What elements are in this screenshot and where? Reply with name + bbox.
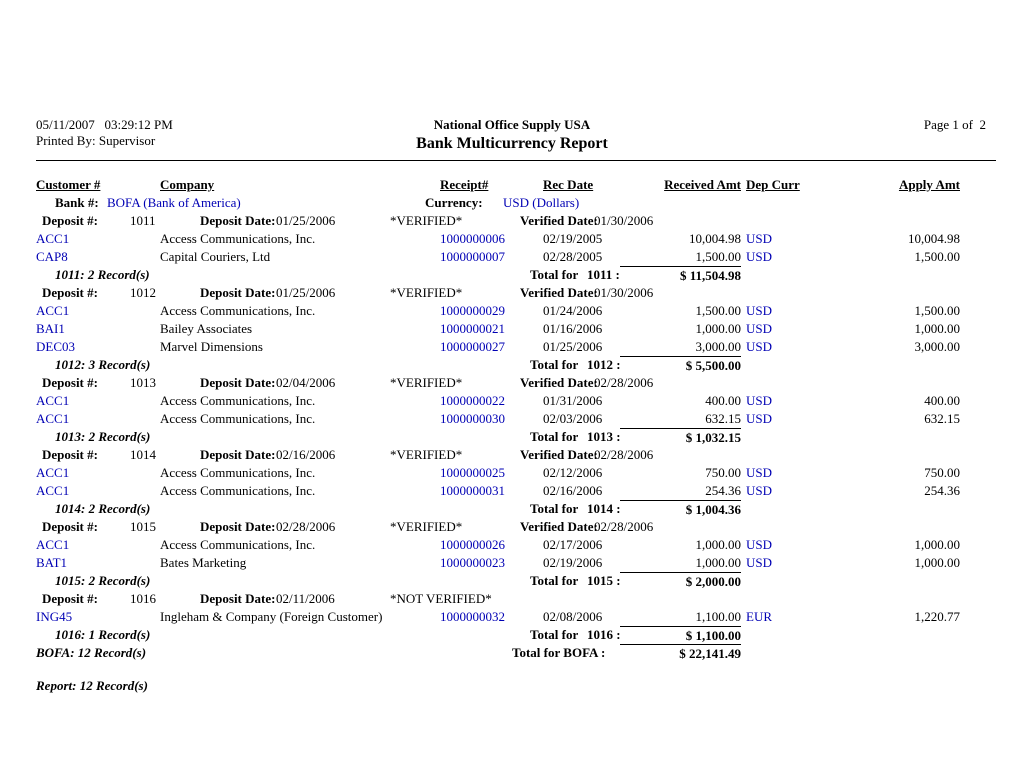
received-amount: 1,000.00 [695, 321, 741, 336]
total-for-label: Total for [530, 429, 579, 444]
customer-code-link[interactable]: ACC1 [36, 231, 70, 246]
deposit-date-label: Deposit Date: [200, 447, 276, 462]
deposit-number-label: Deposit #: [42, 285, 98, 300]
receipt-date: 02/28/2005 [543, 249, 603, 264]
receipt-number-link[interactable]: 1000000022 [440, 393, 505, 408]
deposit-currency-link[interactable]: EUR [746, 609, 772, 624]
verified-date-value: 02/28/2006 [594, 375, 654, 390]
deposit-date-value: 02/04/2006 [276, 375, 336, 390]
verified-date-label: Verified Date: [520, 285, 598, 300]
apply-amount: 1,500.00 [914, 303, 960, 318]
receipt-date: 01/31/2006 [543, 393, 603, 408]
received-amount: 254.36 [705, 483, 741, 498]
receipt-date: 02/19/2005 [543, 231, 603, 246]
receipt-date: 02/19/2006 [543, 555, 603, 570]
total-deposit-number: 1012 : [587, 357, 621, 372]
receipt-row [0, 482, 1024, 500]
receipt-row [0, 302, 1024, 320]
customer-code-link[interactable]: ACC1 [36, 537, 70, 552]
verified-date-value: 02/28/2006 [594, 447, 654, 462]
company-name: Access Communications, Inc. [160, 537, 316, 552]
verified-date-label: Verified Date: [520, 213, 598, 228]
deposit-total-row [0, 572, 1024, 590]
customer-code-link[interactable]: DEC03 [36, 339, 75, 354]
deposit-date-label: Deposit Date: [200, 591, 276, 606]
bank-total-row [0, 644, 1024, 662]
receipt-date: 01/24/2006 [543, 303, 603, 318]
receipt-row [0, 464, 1024, 482]
total-deposit-number: 1011 : [587, 267, 620, 282]
deposit-number: 1013 [130, 375, 156, 390]
verified-date-value: 02/28/2006 [594, 519, 654, 534]
apply-amount: 254.36 [924, 483, 960, 498]
deposit-total-amount: $ 1,032.15 [620, 428, 741, 447]
deposit-currency-link[interactable]: USD [746, 321, 773, 336]
deposit-date-label: Deposit Date: [200, 285, 276, 300]
verified-date-value: 01/30/2006 [594, 285, 654, 300]
total-deposit-number: 1016 : [587, 627, 621, 642]
company-name: Access Communications, Inc. [160, 411, 316, 426]
deposit-header-row [0, 518, 1024, 536]
page-indicator: Page 1 of 2 [923, 117, 986, 132]
verified-status: *VERIFIED* [390, 447, 463, 462]
deposit-total-row [0, 428, 1024, 446]
deposit-date-value: 02/28/2006 [276, 519, 336, 534]
total-deposit-number: 1015 : [587, 573, 621, 588]
customer-code-link[interactable]: ACC1 [36, 393, 70, 408]
deposit-date-value: 02/16/2006 [276, 447, 336, 462]
customer-code-link[interactable]: ACC1 [36, 303, 70, 318]
deposit-number-label: Deposit #: [42, 375, 98, 390]
company-name: Marvel Dimensions [160, 339, 263, 354]
receipt-number-link[interactable]: 1000000026 [440, 537, 505, 552]
verified-status: *VERIFIED* [390, 213, 463, 228]
customer-code-link[interactable]: CAP8 [36, 249, 68, 264]
company-name: Access Communications, Inc. [160, 303, 316, 318]
verified-status: *VERIFIED* [390, 285, 463, 300]
deposit-record-count: 1016: 1 Record(s) [55, 627, 151, 642]
total-for-label: Total for [530, 501, 579, 516]
receipt-date: 02/12/2006 [543, 465, 603, 480]
deposit-currency-link[interactable]: USD [746, 465, 773, 480]
receipt-number-link[interactable]: 1000000029 [440, 303, 505, 318]
company-name: Access Communications, Inc. [160, 231, 316, 246]
report-record-count: Report: 12 Record(s) [36, 678, 148, 693]
column-header-row [0, 176, 1024, 194]
deposit-number: 1012 [130, 285, 156, 300]
receipt-date: 02/03/2006 [543, 411, 603, 426]
receipt-number-link[interactable]: 1000000030 [440, 411, 505, 426]
received-amount: 750.00 [705, 465, 741, 480]
deposit-number: 1015 [130, 519, 156, 534]
apply-amount: 750.00 [924, 465, 960, 480]
deposit-currency-link[interactable]: USD [746, 555, 773, 570]
col-receipt: Receipt# [440, 177, 489, 192]
currency-label: Currency: [425, 195, 483, 210]
deposit-number: 1011 [130, 213, 156, 228]
apply-amount: 1,220.77 [914, 609, 960, 624]
deposit-header-row [0, 212, 1024, 230]
receipt-number-link[interactable]: 1000000007 [440, 249, 505, 264]
receipt-number-link[interactable]: 1000000021 [440, 321, 505, 336]
deposit-date-value: 01/25/2006 [276, 213, 336, 228]
receipt-number-link[interactable]: 1000000032 [440, 609, 505, 624]
deposit-currency-link[interactable]: USD [746, 249, 773, 264]
print-datetime: 05/11/2007 03:29:12 PM [36, 117, 173, 132]
received-amount: 3,000.00 [695, 339, 741, 354]
deposit-date-label: Deposit Date: [200, 375, 276, 390]
deposit-record-count: 1014: 2 Record(s) [55, 501, 151, 516]
received-amount: 1,000.00 [695, 555, 741, 570]
bank-label: Bank #: [55, 195, 99, 210]
bank-total-label: Total for BOFA : [512, 645, 606, 660]
deposit-total-row [0, 356, 1024, 374]
receipt-row [0, 410, 1024, 428]
currency-value-link[interactable]: USD (Dollars) [503, 195, 580, 210]
deposit-currency-link[interactable]: USD [746, 411, 773, 426]
deposit-currency-link[interactable]: USD [746, 303, 773, 318]
deposit-number-label: Deposit #: [42, 519, 98, 534]
received-amount: 1,500.00 [695, 303, 741, 318]
apply-amount: 1,000.00 [914, 555, 960, 570]
receipt-date: 01/16/2006 [543, 321, 603, 336]
deposit-record-count: 1013: 2 Record(s) [55, 429, 151, 444]
total-for-label: Total for [530, 573, 579, 588]
deposit-number-label: Deposit #: [42, 591, 98, 606]
receipt-number-link[interactable]: 1000000031 [440, 483, 505, 498]
customer-code-link[interactable]: ACC1 [36, 465, 70, 480]
report-title: Bank Multicurrency Report [416, 135, 608, 152]
receipt-number-link[interactable]: 1000000006 [440, 231, 505, 246]
verified-status: *VERIFIED* [390, 519, 463, 534]
receipt-row [0, 554, 1024, 572]
apply-amount: 632.15 [924, 411, 960, 426]
receipt-row [0, 338, 1024, 356]
col-received-amt: Received Amt [664, 177, 741, 192]
deposit-currency-link[interactable]: USD [746, 537, 773, 552]
customer-code-link[interactable]: ACC1 [36, 411, 70, 426]
bank-row [0, 194, 1024, 212]
deposit-number-label: Deposit #: [42, 447, 98, 462]
deposit-currency-link[interactable]: USD [746, 231, 773, 246]
customer-code-link[interactable]: BAT1 [36, 555, 68, 570]
received-amount: 400.00 [705, 393, 741, 408]
receipt-date: 02/08/2006 [543, 609, 603, 624]
deposit-total-amount: $ 1,004.36 [620, 500, 741, 519]
total-deposit-number: 1014 : [587, 501, 621, 516]
customer-code-link[interactable]: ING45 [36, 609, 73, 624]
received-amount: 632.15 [705, 411, 741, 426]
verified-date-value: 01/30/2006 [594, 213, 654, 228]
deposit-total-row [0, 266, 1024, 284]
total-for-label: Total for [530, 357, 579, 372]
printed-by: Printed By: Supervisor [36, 133, 156, 148]
deposit-number: 1016 [130, 591, 156, 606]
receipt-row [0, 608, 1024, 626]
report-total-row [0, 677, 1024, 695]
col-customer: Customer # [36, 177, 101, 192]
deposit-currency-link[interactable]: USD [746, 393, 773, 408]
company-name: Bates Marketing [160, 555, 247, 570]
verified-date-label: Verified Date: [520, 447, 598, 462]
receipt-date: 02/16/2006 [543, 483, 603, 498]
bank-total-amount: $ 22,141.49 [620, 644, 741, 663]
deposit-currency-link[interactable]: USD [746, 339, 773, 354]
customer-code-link[interactable]: ACC1 [36, 483, 70, 498]
deposit-header-row [0, 284, 1024, 302]
apply-amount: 1,000.00 [914, 321, 960, 336]
receipt-row [0, 392, 1024, 410]
deposit-total-amount: $ 5,500.00 [620, 356, 741, 375]
deposit-date-value: 02/11/2006 [276, 591, 335, 606]
deposit-header-row [0, 590, 1024, 608]
deposit-header-row [0, 374, 1024, 392]
col-dep-curr: Dep Curr [746, 177, 800, 192]
verified-date-label: Verified Date: [520, 519, 598, 534]
deposit-total-amount: $ 1,100.00 [620, 626, 741, 645]
deposit-header-row [0, 446, 1024, 464]
receipt-row [0, 230, 1024, 248]
total-deposit-number: 1013 : [587, 429, 621, 444]
apply-amount: 1,500.00 [914, 249, 960, 264]
company-title: National Office Supply USA [433, 117, 591, 132]
bank-record-count: BOFA: 12 Record(s) [36, 645, 147, 660]
deposit-currency-link[interactable]: USD [746, 483, 773, 498]
deposit-record-count: 1011: 2 Record(s) [55, 267, 150, 282]
col-rec-date: Rec Date [543, 177, 594, 192]
company-name: Bailey Associates [160, 321, 253, 336]
deposit-date-label: Deposit Date: [200, 213, 276, 228]
company-name: Capital Couriers, Ltd [160, 249, 271, 264]
apply-amount: 10,004.98 [908, 231, 960, 246]
total-for-label: Total for [530, 267, 579, 282]
deposit-record-count: 1012: 3 Record(s) [55, 357, 151, 372]
company-name: Access Communications, Inc. [160, 465, 316, 480]
apply-amount: 3,000.00 [914, 339, 960, 354]
received-amount: 1,000.00 [695, 537, 741, 552]
verified-status: *VERIFIED* [390, 375, 463, 390]
receipt-number-link[interactable]: 1000000027 [440, 339, 505, 354]
report-body [0, 176, 1024, 695]
deposit-date-label: Deposit Date: [200, 519, 276, 534]
company-name: Ingleham & Company (Foreign Customer) [160, 609, 383, 624]
deposit-total-amount: $ 2,000.00 [620, 572, 741, 591]
deposit-total-row [0, 626, 1024, 644]
deposit-total-row [0, 500, 1024, 518]
verified-date-label: Verified Date: [520, 375, 598, 390]
receipt-number-link[interactable]: 1000000023 [440, 555, 505, 570]
verified-status: *NOT VERIFIED* [390, 591, 492, 606]
company-name: Access Communications, Inc. [160, 393, 316, 408]
col-apply-amt: Apply Amt [898, 177, 960, 192]
receipt-number-link[interactable]: 1000000025 [440, 465, 505, 480]
bank-value-link[interactable]: BOFA (Bank of America) [107, 195, 241, 210]
receipt-row [0, 536, 1024, 554]
header-divider [36, 160, 996, 161]
company-name: Access Communications, Inc. [160, 483, 316, 498]
report-header [0, 117, 1024, 161]
customer-code-link[interactable]: BAI1 [36, 321, 65, 336]
deposit-number: 1014 [130, 447, 156, 462]
received-amount: 1,500.00 [695, 249, 741, 264]
received-amount: 1,100.00 [695, 609, 741, 624]
deposit-total-amount: $ 11,504.98 [620, 266, 741, 285]
received-amount: 10,004.98 [689, 231, 741, 246]
receipt-date: 02/17/2006 [543, 537, 603, 552]
apply-amount: 400.00 [924, 393, 960, 408]
deposit-date-value: 01/25/2006 [276, 285, 336, 300]
apply-amount: 1,000.00 [914, 537, 960, 552]
deposit-number-label: Deposit #: [42, 213, 98, 228]
receipt-row [0, 248, 1024, 266]
receipt-date: 01/25/2006 [543, 339, 603, 354]
receipt-row [0, 320, 1024, 338]
col-company: Company [160, 177, 215, 192]
deposit-record-count: 1015: 2 Record(s) [55, 573, 151, 588]
total-for-label: Total for [530, 627, 579, 642]
